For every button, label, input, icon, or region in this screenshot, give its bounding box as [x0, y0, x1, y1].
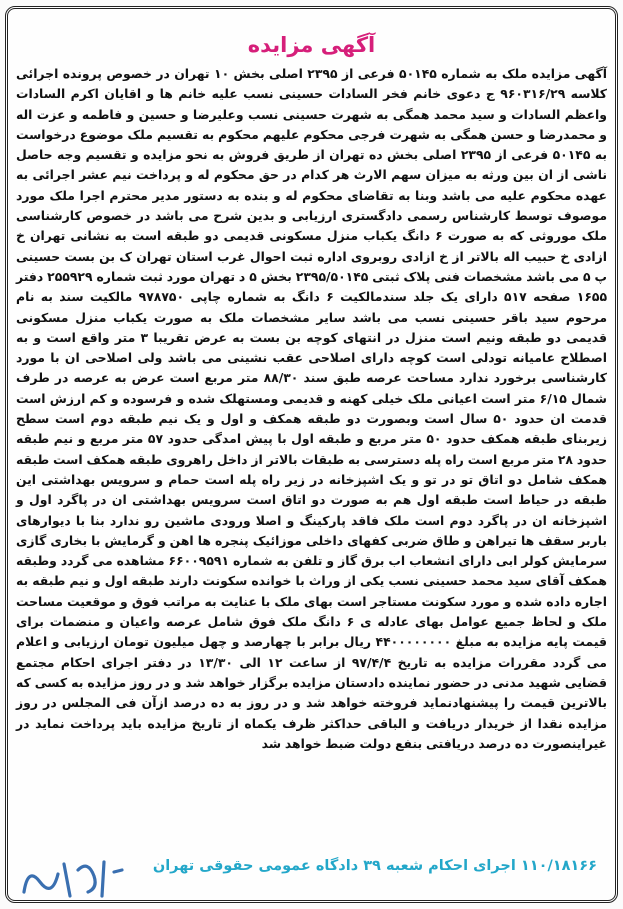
notice-title: آگهی مزایده	[247, 33, 376, 57]
notice-footer: ۱۱۰/۱۸۱۶۶ اجرای احکام شعبه ۳۹ دادگاه عمومی حقوقی تهران	[152, 858, 597, 874]
handwritten-mark-icon	[18, 852, 128, 902]
notice-body: آگهی مزایده ملک به شماره ۵۰۱۴۵ فرعی از ۲۳۹۵ اصلی بخش ۱۰ تهران در خصوص پرونده اجرائی کلاسه ۹۶۰۳۱۶/۲۹ ج دعوی خانم فخر السادات حسینی نسب علیه خانم ها و اقایان اکرم السادات واعظم السادات و سید محمد همگی به شهرت حسینی نسب وعلیرضا و حسین و فاطمه و عزت اله و محمدرضا و حسن همگی به شهرت فرجی محکوم علیهم محکوم به تقسیم ملک موضوع درخواست به ۵۰۱۴۵ فرعی از ۲۳۹۵ اصلی بخش ده تهران از طریق فروش به نحو مزایده و تقسیم وجه حاصل ناشی از ان بین ورثه به میزان سهم الارث هر کدام در حق محکوم له و پرداخت نیم عشر اجرائی به عهده محکوم علیه می باشد وبنا به تقاضای محکوم له و بنده به دستور مدیر محترم اجرا ملک مورد موصوف توسط کارشناس رسمی دادگستری ارزیابی و بدین شرح می باشد در خصوص کارشناسی ملک موروثی که به صورت ۶ دانگ یکباب منزل مسکونی قدیمی دو طبقه است به نشانی تهران خ ازادی خ حبیب اله بالاتر از خ ازادی روبروی اداره ثبت احوال غرب استان تهران ک بن بست حسینی پ ۵ می باشد مشخصات فنی پلاک ثبتی ۲۳۹۵/۵۰۱۴۵ بخش ۵ د تهران مورد ثبت شماره ۲۵۵۹۲۹ دفتر ۱۶۵۵ صفحه ۵۱۷ دارای یک جلد سندمالکیت ۶ دانگ به شماره چاپی ۹۷۸۷۵۰ مالکیت سند به نام مرحوم سید باقر حسینی نسب می باشد سایر مشخصات ملک به صورت یکباب منزل مسکونی قدیمی دو طبقه ونیم است منزل در انتهای کوچه بن بست به عرض تقریبا ۳ متر واقع است و به اصطلاح عامیانه تودلی است کوچه دارای اصلاحی عقب نشینی می باشد ولی اصلاحی ان با مورد کارشناسی برخورد ندارد مساحت عرصه طبق سند ۸۸/۳۰ متر مربع است عرض به عرصه در طرف شمال ۶/۱۵ متر است اعیانی ملک خیلی کهنه و قدیمی ومستهلک شده و فرسوده و کم ارزش است قدمت ان حدود ۵۰ سال است وبصورت دو طبقه همکف و اول و یک نیم طبقه دوم است سطح زیربنای طبقه همکف حدود ۵۰ متر مربع و طبقه اول با پیش امدگی حدود ۵۷ متر مربع و نیم طبقه حدود ۲۸ متر مربع است راه پله دسترسی به طبقات بالاتر از داخل راهروی طبقه همکف است طبقه همکف شامل دو اتاق تو در تو و یک اشپزخانه در زیر راه پله است حمام و سرویس بهداشتی این طبقه در حیاط است طبقه اول هم به صورت دو اتاق است سرویس بهداشتی ان در پاگرد اول و اشپزخانه ان در پاگرد دوم است ملک فاقد پارکینگ و اصلا ورودی ماشین رو ندارد بنا با دیوارهای باربر سقف ها تیراهن و طاق ضربی کفهای داخلی موزائیک پنجره ها اهن و گرمایش با بخاری گازی سرمایش کولر ابی دارای انشعاب اب برق گاز و تلفن به شماره ۶۶۰۰۹۵۹۱ مشاهده می گردد وطبقه همکف آقای سید محمد حسینی نسب یکی از وراث با خوانده سکونت دارند طبقه اول و نیم طبقه به اجاره داده شده و مورد سکونت مستاجر است بهای ملک با عنایت به مراتب فوق و موقعیت مساحت ملک و لحاظ جمیع عوامل بهای عادله ی ۶ دانگ ملک فوق شامل عرصه واعیان و منضمات برای قیمت پایه مزایده به مبلغ ۴۴۰۰۰۰۰۰۰۰ ریال برابر با چهارصد و چهل میلیون تومان ارزیابی و اعلام می گردد مقررات مزایده به تاریخ ۹۷/۴/۴ از ساعت ۱۲ الی ۱۳/۳۰ در دفتر اجرای احکام مجتمع قضایی شهید مدنی در حضور نماینده دادستان مزایده برگزار خواهد شد و در روز مزایده به کسی که بالاترین قیمت را پیشنهادنماید فروخته خواهد شد و در روز به ده درصد ازآن فی المجلس در روز مزایده نقدا از خریدار دریافت و الباقی حداکثر ظرف یکماه از تاریخ مزایده باید پرداخت نماید در غیراینصورت ده درصد دریافتی بنفع دولت ضبط خواهد شد	[16, 66, 608, 751]
